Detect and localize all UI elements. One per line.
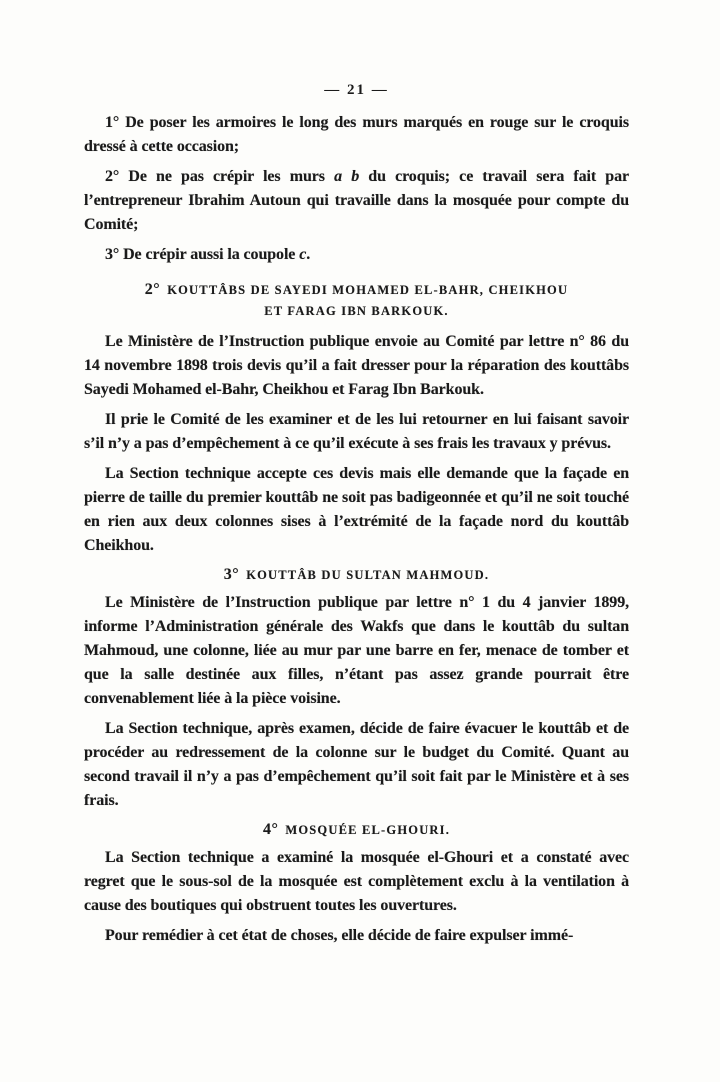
item-2-text-end: du croquis; ce travail sera fait par l’entrepreneur Ibrahim Autoun qui travaille dans la mosquée pour compte du Comité; (84, 168, 629, 233)
section-3-title: KOUTTÂB DU SULTAN MAHMOUD. (246, 568, 490, 582)
paragraph-s2-section-technique: La Section technique accepte ces devis mais elle demande que la façade en pierre de taille du premier kouttâb ne soit pas badigeonnée et qu’il ne soit touché en rien aux deux colonnes sises à l’extrémité de la façade nord du kouttâb Cheikhou. (84, 465, 629, 554)
numbered-item-2 (84, 165, 629, 237)
section-4-title: MOSQUÉE EL-GHOURI. (285, 823, 451, 837)
section-3-number: 3° (223, 566, 240, 583)
section-heading-4-mosquee-el-ghouri (142, 819, 572, 841)
paragraph-s2-examiner: Il prie le Comité de les examiner et de les lui retourner en lui faisant savoir s’il n’y a pas d’empêchement à ce qu’il exécute à ses frais les travaux y prévus. (84, 411, 629, 452)
numbered-item-3 (84, 243, 629, 267)
paragraph-s3-section-technique: La Section technique, après examen, décide de faire évacuer le kouttâb et de procéder au redressement de la colonne sur le budget du Comité. Quant au second travail il n’y a pas d’empêchement qu’il soit fait par le Ministère et à ses frais. (84, 720, 629, 809)
paragraph-s3-ministere: Le Ministère de l’Instruction publique par lettre n° 1 du 4 janvier 1899, informe l’Administration générale des Wakfs que dans le kouttâb du sultan Mahmoud, une colonne, liée au mur par une barre en fer, menace de tomber et que la salle destinée aux filles, n’étant pas assez grande pourrait être convenablement liée à la pièce voisine. (84, 594, 629, 707)
section-4-number: 4° (262, 821, 279, 838)
paragraph-s4-examen: La Section technique a examiné la mosquée el-Ghouri et a constaté avec regret que le sous-sol de la mosquée est complètement exclu à la ventilation à cause des boutiques qui obstruent toutes les ouvertures. (84, 849, 629, 914)
item-2-text-start: 2° De ne pas crépir les murs (105, 168, 335, 185)
page-body (84, 111, 629, 948)
section-2-title: KOUTTÂBS DE SAYEDI MOHAMED EL-BAHR, CHEIKHOU ET FARAG IBN BARKOUK. (167, 283, 569, 318)
paragraph-s2-devis: Le Ministère de l’Instruction publique envoie au Comité par lettre n° 86 du 14 novembre 1898 trois devis qu’il a fait dresser pour la réparation des kouttâbs Sayedi Mohamed el-Bahr, Cheikhou et Farag Ibn Barkouk. (84, 333, 629, 398)
paragraph-s4-remedier: Pour remédier à cet état de choses, elle décide de faire expulser immé- (105, 927, 574, 944)
item-3-dome-ref-italic: c (299, 246, 307, 263)
item-3-text-end: . (306, 246, 311, 263)
page-number: — 21 — (324, 82, 389, 98)
section-heading-2-kouttabs-sayedi (142, 279, 572, 322)
item-3-text-start: 3° De crépir aussi la coupole (105, 246, 300, 263)
item-2-walls-ref-italic: a b (334, 168, 360, 185)
section-heading-3-kouttab-sultan-mahmoud (142, 564, 572, 586)
section-2-number: 2° (144, 281, 161, 298)
numbered-item-1: 1° De poser les armoires le long des murs marqués en rouge sur le croquis dressé à cette occasion; (84, 114, 629, 155)
